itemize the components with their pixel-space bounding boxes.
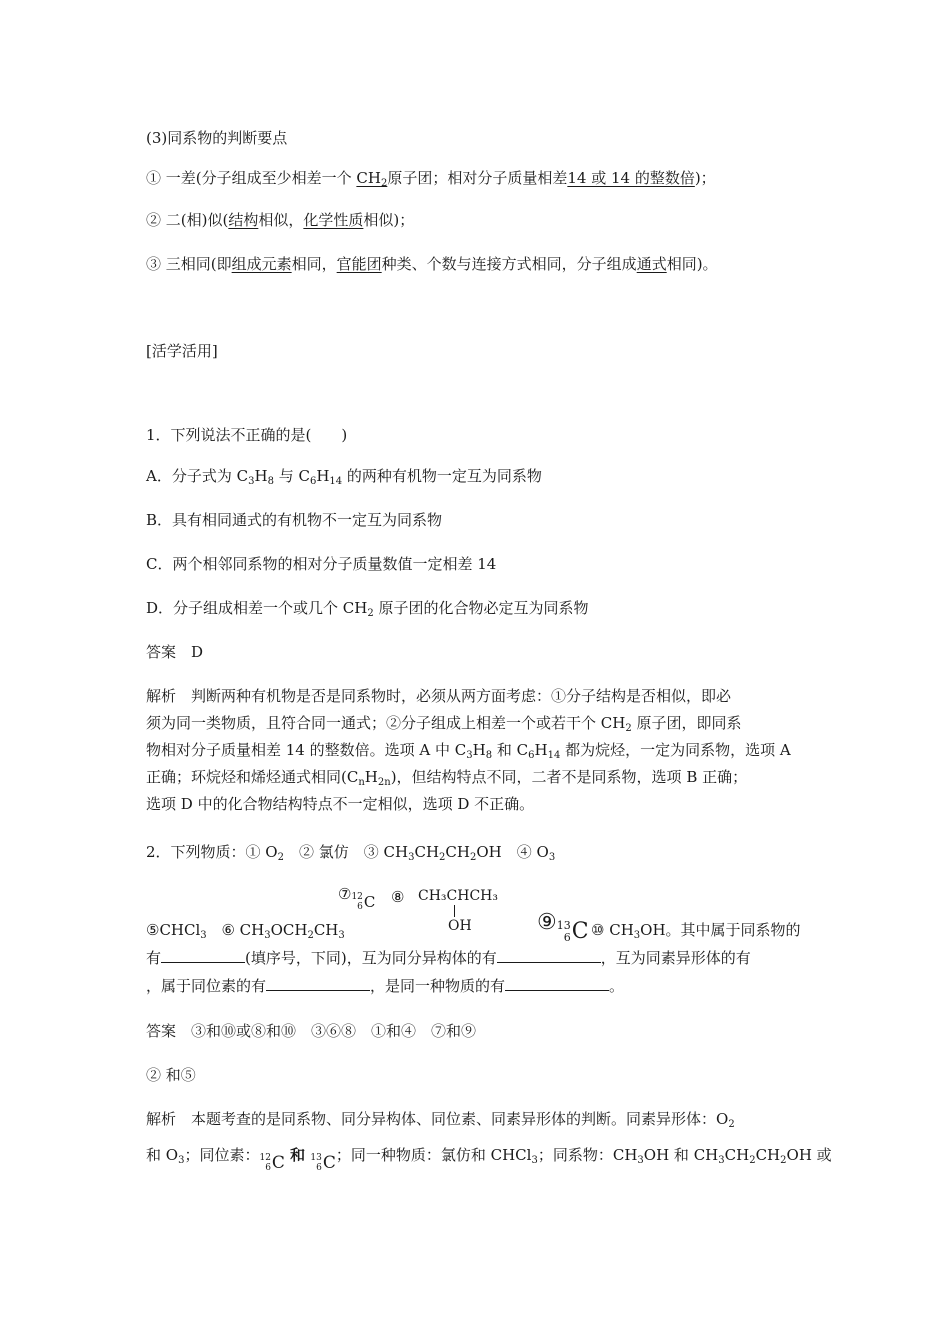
point-3-prefix: ③ 三相同(即: [146, 255, 232, 273]
q2e-l2s6: 2: [780, 1155, 787, 1166]
q1e-l4s2: 2n: [377, 777, 391, 788]
q1-option-b: B．具有相同通式的有机物不一定互为同系物: [146, 511, 443, 529]
expl-c13-z: 6: [316, 1163, 322, 1173]
q2-stem-e: OH ④ O: [476, 843, 549, 861]
q2-expl-line-2: [146, 1140, 832, 1178]
item-10-t2: OH。其中属于同系物的: [640, 921, 801, 939]
q1e-l3s1: 3: [466, 750, 473, 761]
q1a-t1: A．分子式为 C: [146, 467, 249, 485]
carbon-12-nuclide: [351, 892, 375, 912]
q2-items-line: [146, 920, 345, 940]
q1e-l3s4: 14: [547, 750, 561, 761]
item-10: [591, 920, 801, 940]
q2e-l2f: CH: [724, 1146, 750, 1164]
q1a-s1: 3: [248, 476, 255, 487]
q2-stem-s3: 2: [439, 852, 446, 863]
point-1: [146, 168, 716, 188]
q1e-l4s1: n: [358, 777, 365, 788]
point-1-suffix: )；: [694, 169, 716, 187]
answer-blank-same-substance[interactable]: [505, 976, 609, 991]
item-6-t2: OCH: [270, 921, 308, 939]
q1-expl-line-3: [146, 740, 791, 760]
q1-option-d: [146, 598, 589, 618]
q2-stem-s4: 2: [469, 852, 477, 863]
c12-mass: 12: [351, 892, 363, 902]
q1e-l3d: H: [534, 741, 548, 759]
q2-stem-s2: 3: [408, 852, 415, 863]
q2e-l2h: OH 或: [786, 1146, 832, 1164]
multiple-term: 14 或 14 的整数倍: [567, 169, 695, 187]
q1-expl-line-4: [146, 767, 747, 787]
item-7-label: ⑦: [338, 885, 352, 903]
expl-c12-z: 6: [265, 1163, 271, 1173]
q2e-l2d: ；同系物：CH: [537, 1146, 638, 1164]
q2e-l2s3: 3: [637, 1155, 644, 1166]
q2-fill-line-2: [146, 948, 751, 968]
item-9-label: ⑨: [537, 910, 557, 935]
item-6-s2: 2: [307, 930, 314, 941]
q2-answer-line-1: 答案 ③和⑩或⑧和⑩ ③⑥⑧ ①和④ ⑦和⑨: [146, 1022, 477, 1040]
q2-l2-t2: (填序号，下同)，互为同分异构体的有: [245, 949, 497, 967]
c13-z: 6: [563, 931, 571, 944]
point-1-prefix: ① 一差(分子组成至少相差一个: [146, 169, 357, 187]
q2-l3-t3: 。: [609, 977, 625, 995]
ch2-term: [356, 169, 387, 187]
q1e-l4b: H: [364, 768, 378, 786]
item-7: [338, 884, 375, 912]
q2e-l2e: OH 和 CH: [643, 1146, 719, 1164]
item-5-s1: 3: [200, 930, 207, 941]
q1-option-c: C．两个相邻同系物的相对分子质量数值一定相差 14: [146, 555, 497, 573]
c12-element: C: [363, 893, 376, 911]
structure-term: 结构: [228, 211, 259, 229]
q2e-l2b: ；同位素：: [184, 1146, 260, 1164]
expl-c12-mass: 12: [259, 1153, 271, 1163]
section-header: (3)同系物的判断要点: [146, 129, 288, 147]
q1a-t5: 的两种有机物一定互为同系物: [342, 467, 542, 485]
q2-expl-line-1: [146, 1109, 735, 1129]
q2-l3-t2: ，是同一种物质的有: [370, 977, 506, 995]
q2-l3-t1: ，属于同位素的有: [146, 977, 267, 995]
q1e-l3s2: 8: [485, 750, 493, 761]
q1a-s2: 8: [267, 476, 274, 487]
c13-element: C: [571, 919, 589, 944]
q1e-l4a: 正确；环烷烃和烯烃通式相同(C: [146, 768, 359, 786]
c12-z: 6: [357, 902, 363, 912]
q2-stem: [146, 842, 555, 862]
q1e-l2s: 2: [625, 723, 632, 734]
q1d-t1: D．分子组成相差一个或几个 CH: [146, 599, 368, 617]
item-10-s1: 3: [633, 930, 641, 941]
q1a-t3: 与 C: [273, 467, 310, 485]
expl-c12-element: C: [271, 1153, 285, 1173]
q1a-s4: 14: [329, 476, 343, 487]
functional-group-term: 官能团: [336, 255, 382, 273]
q2-stem-d: CH: [445, 843, 470, 861]
q2-stem-c: CH: [414, 843, 440, 861]
q1-expl-line-1: 解析 判断两种有机物是否是同系物时，必须从两方面考虑：①分子结构是否相似，即必: [146, 687, 732, 705]
q2-l2-t1: 有: [146, 949, 162, 967]
q2-answer-line-2: ② 和⑤: [146, 1066, 196, 1084]
q1-option-a: [146, 466, 542, 486]
point-2-prefix: ② 二(相)似(: [146, 211, 229, 229]
item-8-label: ⑧: [391, 888, 405, 906]
q2e-l2s4: 3: [718, 1155, 725, 1166]
q2e-and: 和: [284, 1146, 311, 1164]
c13-mass: 13: [556, 919, 571, 932]
q2e-l1a: 解析 本题考查的是同系物、同分异构体、同位素、同素异形体的判断。同素异形体：O: [146, 1110, 729, 1128]
q1e-l3a: 物相对分子质量相差 14 的整数倍。选项 A 中 C: [146, 741, 467, 759]
q2-stem-s5: 3: [548, 852, 556, 863]
q1a-t2: H: [254, 467, 268, 485]
carbon-13-nuclide-expl: [310, 1148, 335, 1178]
point-2: [146, 210, 414, 230]
q2e-l1s: 2: [728, 1119, 735, 1130]
practice-header: [活学活用]: [146, 342, 218, 360]
q1e-l2a: 须为同一类物质，且符合同一通式；②分子组成上相差一个或若干个 CH: [146, 714, 626, 732]
q1-expl-line-2: [146, 713, 742, 733]
expl-c13-mass: 13: [310, 1153, 322, 1163]
ch2-text: CH: [356, 169, 381, 187]
q1-answer: 答案 D: [146, 643, 204, 661]
general-formula-term: 通式: [636, 255, 667, 273]
q1e-l4c: )，但结构特点不同，二者不是同系物，选项 B 正确；: [390, 768, 748, 786]
isopropanol-formula: CH₃CHCH₃: [418, 888, 498, 904]
item-9: [537, 908, 589, 947]
q1-stem: 1．下列说法不正确的是( ): [146, 426, 348, 444]
item-5-t1: ⑤CHCl: [146, 921, 201, 939]
answer-blank-isomers[interactable]: [497, 948, 601, 963]
answer-blank-allotropes[interactable]: [266, 976, 370, 991]
point-3-mid1: 相同，: [291, 255, 337, 273]
q2e-l2s2: 3: [531, 1155, 538, 1166]
q2e-l2s1: 3: [178, 1155, 185, 1166]
carbon-13-nuclide: [557, 917, 589, 947]
ch2-sub: 2: [380, 178, 388, 189]
oh-group: OH: [448, 918, 472, 934]
point-3: [146, 254, 718, 274]
item-6-s3: 3: [338, 930, 345, 941]
item-6-s1: 3: [264, 930, 271, 941]
item-6-t1: ⑥ CH: [221, 921, 265, 939]
point-2-mid: 相似，: [258, 211, 304, 229]
item-10-t1: ⑩ CH: [591, 921, 634, 939]
q1e-l3c: 和 C: [492, 741, 529, 759]
oh-bond-line: [454, 905, 455, 917]
item-6-t3: CH: [313, 921, 339, 939]
q2e-l2s5: 2: [749, 1155, 756, 1166]
answer-blank-homologs[interactable]: [161, 948, 245, 963]
isopropanol-structure: [418, 887, 498, 934]
q1a-t4: H: [316, 467, 330, 485]
q1e-l3e: 都为烷烃，一定为同系物，选项 A: [560, 741, 791, 759]
chem-prop-term: 化学性质: [303, 211, 364, 229]
q2-fill-line-3: [146, 976, 624, 996]
point-3-suffix: 相同)。: [666, 255, 718, 273]
point-1-mid: 原子团；相对分子质量相差: [387, 169, 568, 187]
q1d-s1: 2: [367, 608, 374, 619]
q1-expl-line-5: 选项 D 中的化合物结构特点不一定相似，选项 D 不正确。: [146, 795, 535, 813]
q1e-l3b: H: [472, 741, 486, 759]
q1a-s3: 6: [309, 476, 317, 487]
q2-stem-b: ② 氯仿 ③ CH: [284, 843, 409, 861]
q2-stem-s1: 2: [277, 852, 284, 863]
q2e-l2c: ；同一种物质：氯仿和 CHCl: [335, 1146, 532, 1164]
q2-l2-t3: ，互为同素异形体的有: [600, 949, 751, 967]
carbon-12-nuclide-expl: [259, 1148, 284, 1178]
q2e-l2a: 和 O: [146, 1146, 179, 1164]
q1e-l2b: 原子团，即同系: [631, 714, 742, 732]
q1e-l3s3: 6: [528, 750, 535, 761]
elements-term: 组成元素: [231, 255, 292, 273]
q1d-t2: 原子团的化合物必定互为同系物: [373, 599, 589, 617]
q2-stem-a: 2．下列物质：① O: [146, 843, 278, 861]
point-3-mid2: 种类、个数与连接方式相同，分子组成: [381, 255, 637, 273]
q2e-l2g: CH: [755, 1146, 781, 1164]
point-2-suffix: 相似)；: [363, 211, 415, 229]
expl-c13-element: C: [322, 1153, 336, 1173]
